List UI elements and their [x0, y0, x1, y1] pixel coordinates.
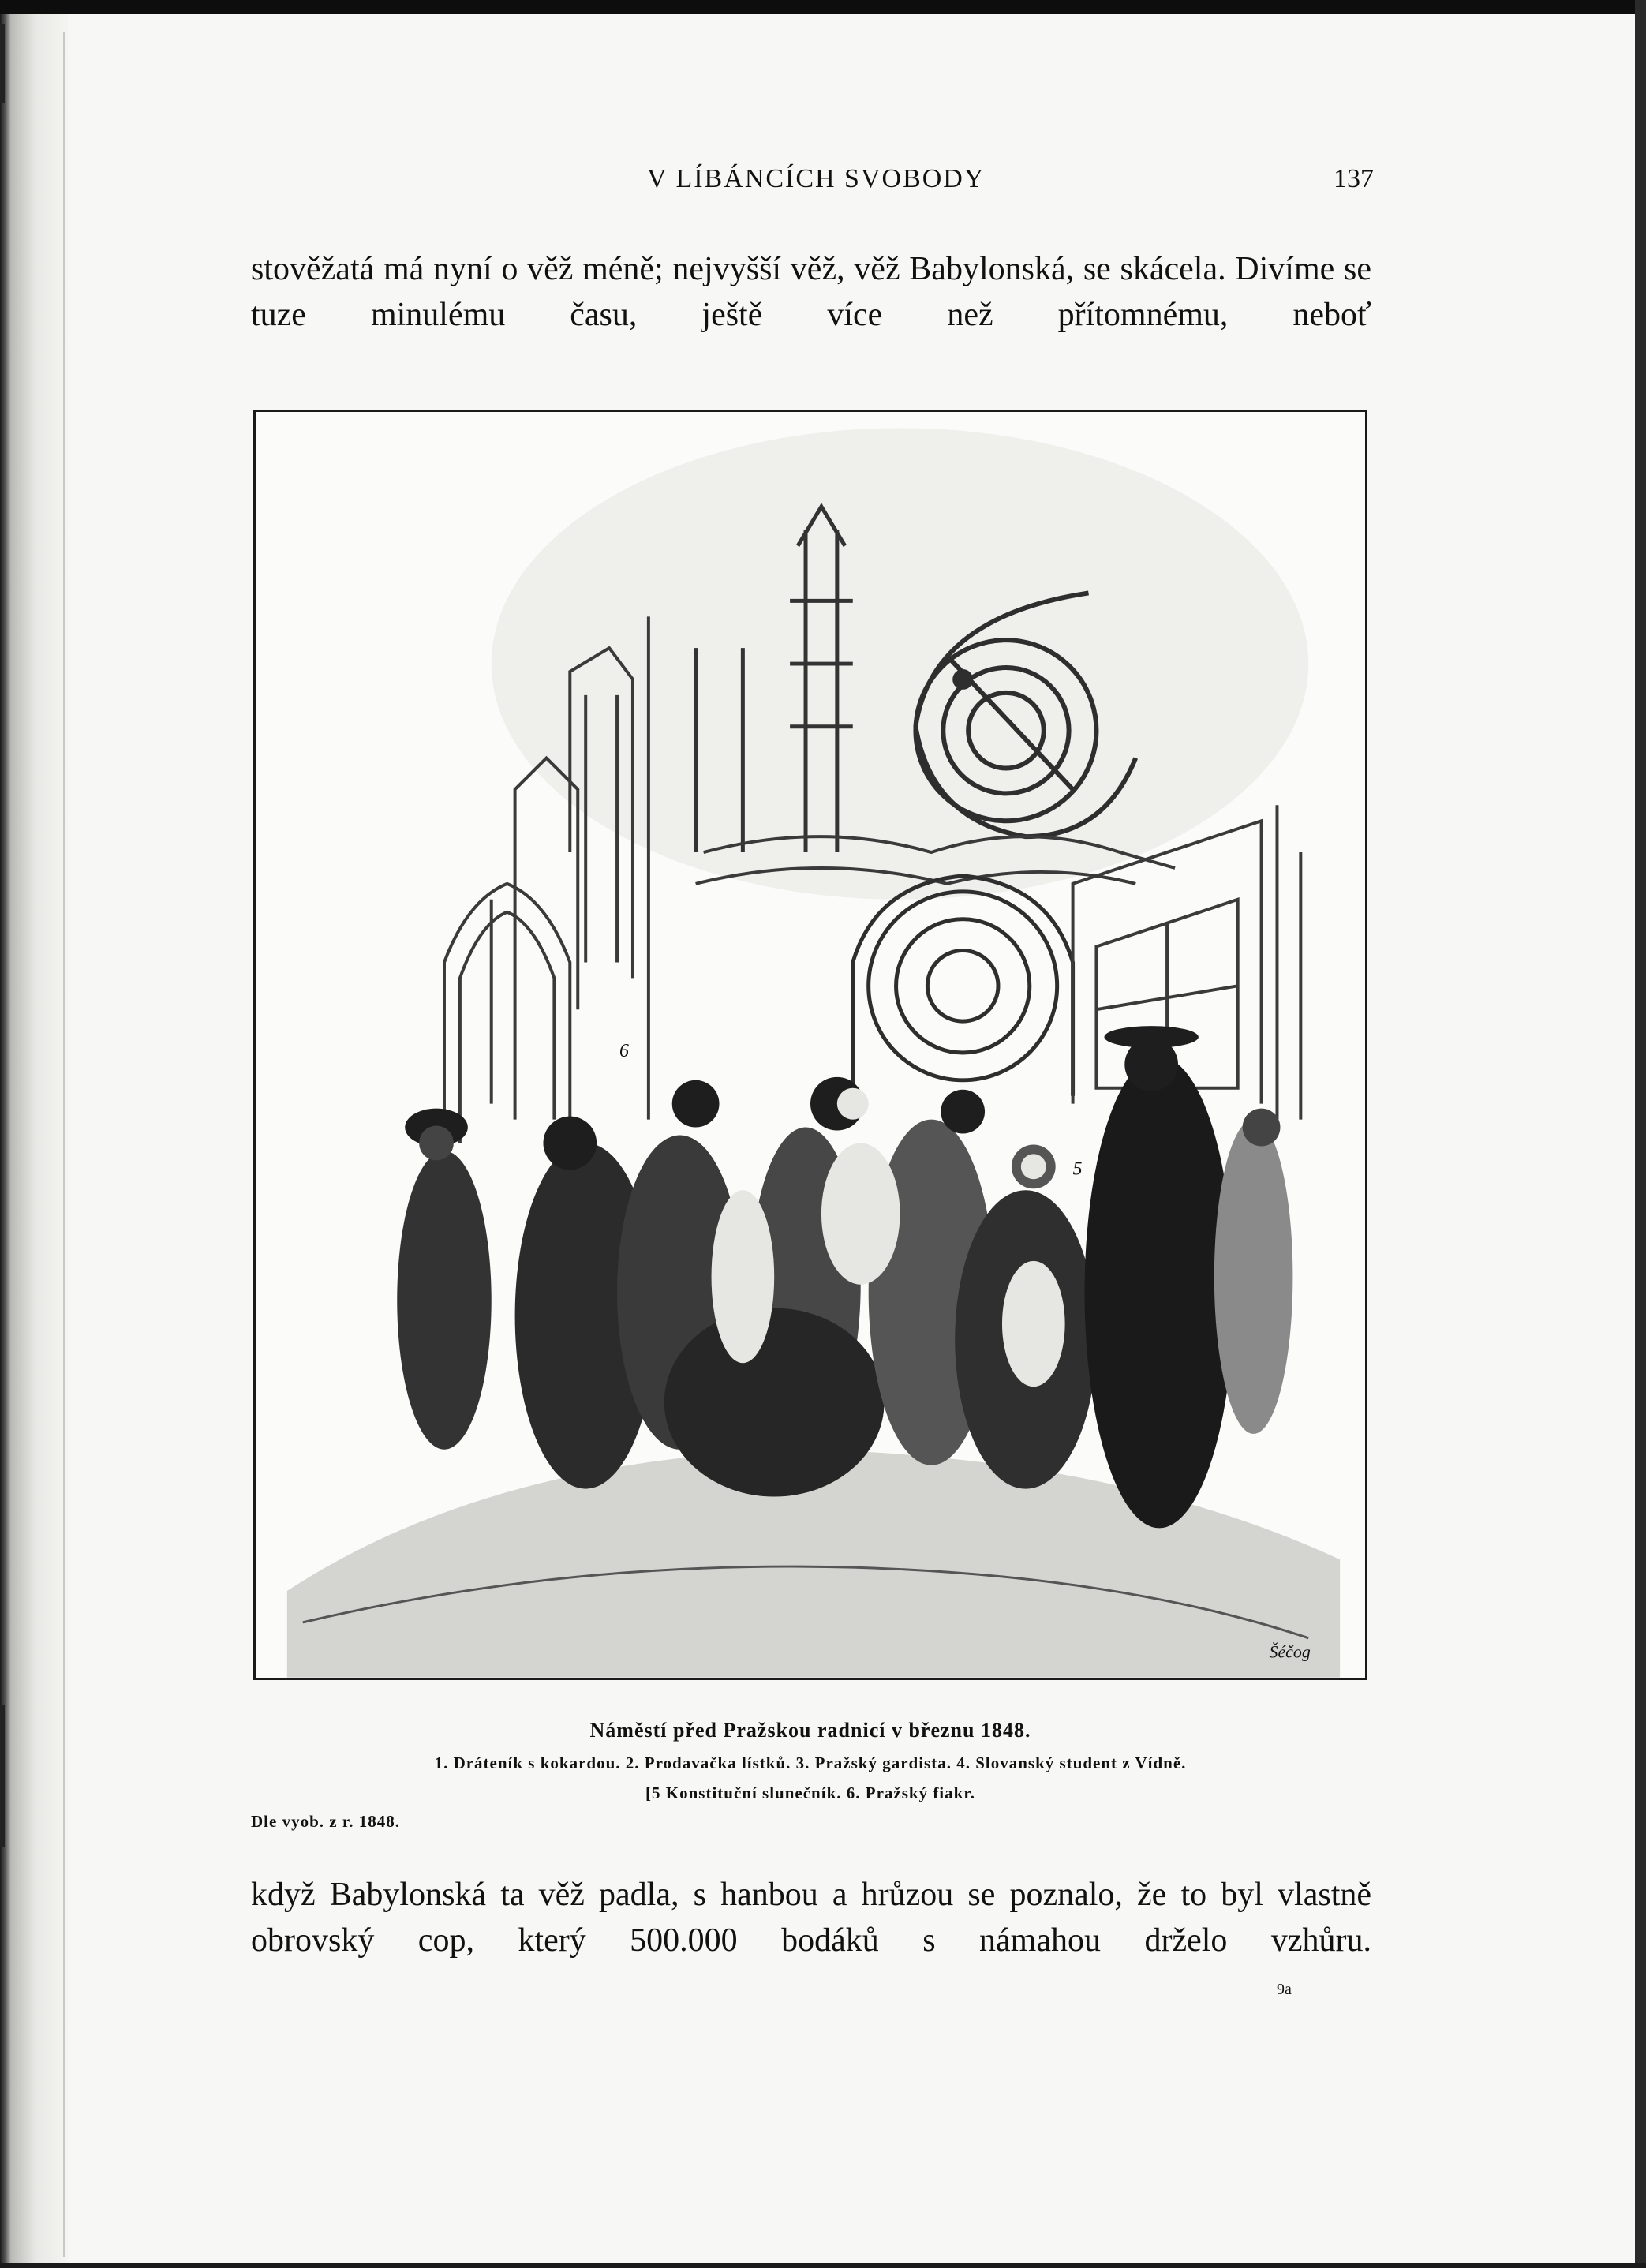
figure-legend-line-2: [5 Konstituční slunečník. 6. Pražský fiakr.	[645, 1783, 975, 1802]
engraving-illustration	[253, 410, 1367, 1680]
scan-top-border	[0, 0, 1646, 14]
figure-source: Dle vyob. z r. 1848.	[251, 1812, 400, 1831]
page-number: 137	[1334, 164, 1374, 193]
gutter-line	[63, 32, 65, 2257]
book-spine-edge	[0, 0, 68, 2268]
signature-mark: 9a	[1277, 1981, 1292, 1998]
figure-caption-title: Náměstí před Pražskou radnicí v březnu 1848.	[589, 1719, 1031, 1742]
running-head: V LÍBÁNCÍCH SVOBODY	[647, 164, 986, 193]
figure-label-6: 6	[619, 1040, 629, 1061]
scan-bottom-border	[0, 2263, 1646, 2268]
spine-mark	[0, 24, 5, 103]
paragraph-bottom: když Babylonská ta věž padla, s hanbou a hrůzou se poznalo, že to byl vlastně obrovský cop, který 500.000 bodáků s námahou drželo vzhůru.	[251, 1877, 1371, 1959]
paragraph-top: stověžatá má nyní o věž méně; nejvyšší věž, věž Babylonská, se skácela. Divíme se tuze minulému času, ještě více než přítomnému, neboť	[251, 251, 1371, 333]
figure-legend-line-1: 1. Dráteník s kokardou. 2. Prodavačka lístků. 3. Pražský gardista. 4. Slovanský student z Vídně.	[434, 1753, 1187, 1772]
figure-label-5: 5	[1072, 1158, 1083, 1180]
spine-mark	[0, 1705, 5, 1847]
scan-right-border	[1635, 0, 1646, 2268]
engraving-drawing	[256, 412, 1365, 1678]
artist-signature: Šéčog	[1269, 1641, 1311, 1662]
